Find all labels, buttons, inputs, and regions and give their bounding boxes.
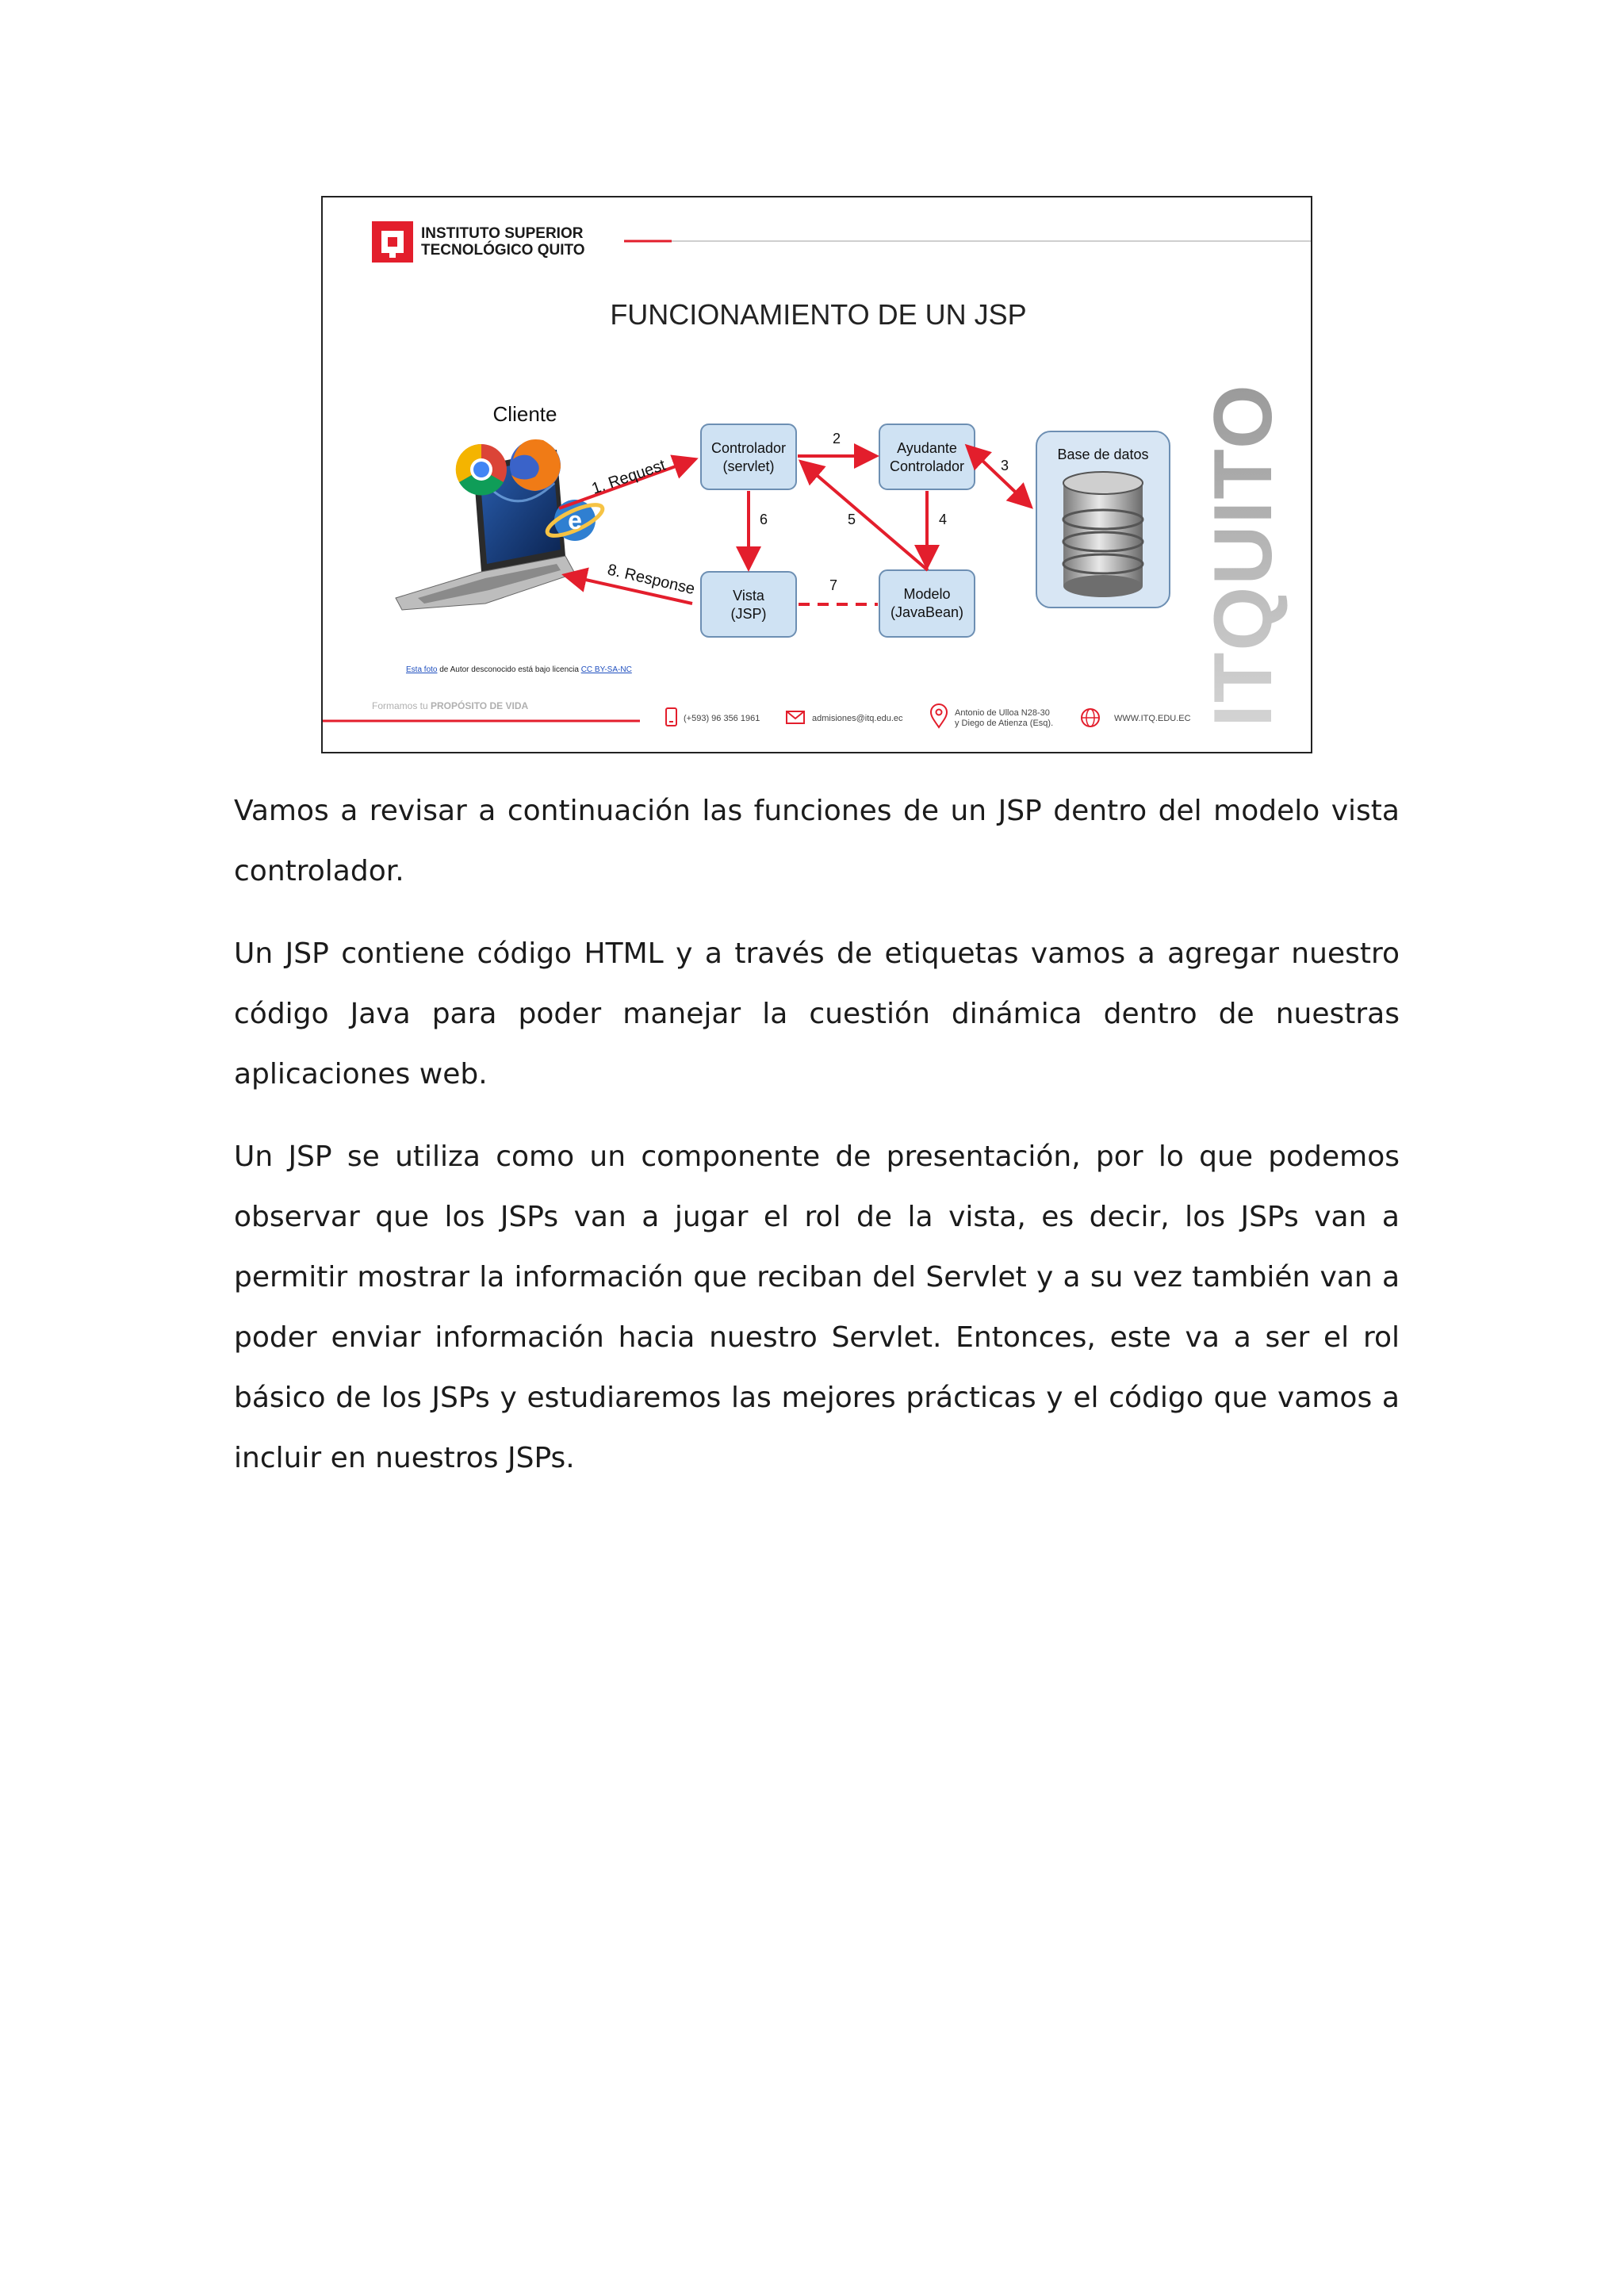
controller-box	[701, 424, 796, 489]
response-label: 8. Response	[605, 561, 697, 599]
paragraph-2: Un JSP contiene código HTML y a través de etiquetas vamos a agregar nuestro código Java para poder manejar la cuestión dinámica dentro de nuestras aplicaciones web.	[234, 937, 1400, 1091]
credit-link-license[interactable]: CC BY-SA-NC	[580, 665, 632, 674]
location-pin-icon	[931, 704, 947, 727]
paragraph-3: Un JSP se utiliza como un componente de presentación, por lo que podemos observar que los JSPs van a jugar el rol de la vista, es decir, los JSPs van a permitir mostrar la información que reciban del Servlet y a su vez también van a poder enviar información hacia nuestro Servlet. Entonces, este va a ser el rol básico de los JSPs y estudiaremos las mejores prácticas y el código que vamos a incluir en nuestros JSPs.	[234, 1140, 1400, 1474]
step7-label: 7	[829, 577, 838, 593]
database-cylinder-icon	[1063, 472, 1143, 597]
footer-address-line1: Antonio de Ulloa N28-30	[955, 708, 1050, 718]
step4-label: 4	[938, 512, 948, 527]
firefox-icon	[510, 439, 561, 491]
step6-label: 6	[759, 512, 768, 527]
step3-label: 3	[1000, 458, 1009, 473]
slide-title: FUNCIONAMIENTO DE UN JSP	[610, 298, 1027, 331]
svg-text:Vista: Vista	[733, 588, 764, 604]
slide-image	[321, 196, 1312, 753]
footer-phone: (+593) 96 356 1961	[684, 714, 760, 723]
svg-text:(JSP): (JSP)	[730, 606, 767, 622]
client-label: Cliente	[492, 402, 557, 426]
logo-line2: TECNOLÓGICO QUITO	[421, 242, 585, 259]
svg-text:Controlador: Controlador	[889, 458, 965, 474]
svg-text:(servlet): (servlet)	[722, 458, 775, 474]
slide-canvas	[323, 197, 1311, 752]
logo-line1: INSTITUTO SUPERIOR	[421, 225, 584, 242]
photo-credit: Esta foto de Autor desconocido está bajo licencia CC BY-SA-NC	[406, 665, 632, 674]
svg-text:e: e	[568, 506, 582, 535]
institute-logo	[372, 221, 585, 263]
step2-label: 2	[832, 431, 841, 447]
email-icon	[787, 711, 804, 723]
itquito-watermark: ITQUITO	[1197, 383, 1289, 727]
paragraph-1: Vamos a revisar a continuación las funciones de un JSP dentro del modelo vista controlador.	[234, 795, 1400, 887]
view-box	[701, 572, 796, 637]
database-box	[1036, 431, 1170, 608]
globe-icon	[1082, 709, 1099, 726]
footer-tagline: Formamos tu PROPÓSITO DE VIDA	[372, 700, 529, 711]
footer-email: admisiones@itq.edu.ec	[812, 714, 903, 723]
svg-text:(JavaBean): (JavaBean)	[890, 604, 964, 620]
body-text	[234, 781, 1400, 1511]
helper-controller-box	[879, 424, 975, 489]
step5-label: 5	[847, 512, 856, 527]
svg-text:Controlador: Controlador	[710, 440, 787, 456]
model-box	[879, 570, 975, 637]
footer-address-line2: y Diego de Atienza (Esq).	[955, 719, 1054, 728]
credit-link-photo[interactable]: Esta foto	[406, 665, 438, 674]
footer-web: WWW.ITQ.EDU.EC	[1114, 714, 1191, 723]
phone-icon	[666, 708, 676, 726]
svg-text:Base de datos: Base de datos	[1057, 447, 1149, 462]
chrome-icon	[456, 444, 507, 496]
request-label: 1. Request	[589, 456, 668, 498]
svg-text:Ayudante: Ayudante	[897, 440, 957, 456]
svg-text:Modelo: Modelo	[903, 586, 951, 602]
